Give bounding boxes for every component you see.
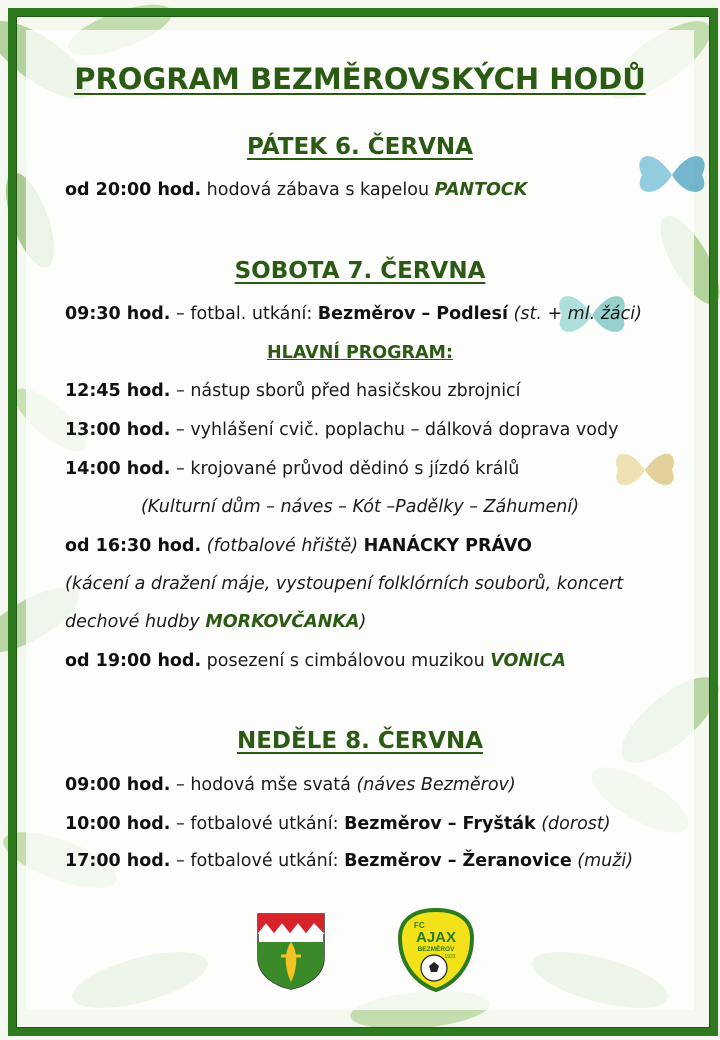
match-name: Bezměrov – Žeranovice <box>344 851 572 871</box>
time-label: 13:00 hod. <box>65 420 171 440</box>
page-title: PROGRAM BEZMĚROVSKÝCH HODŮ <box>74 62 646 96</box>
program-line <box>65 814 611 834</box>
program-line <box>65 459 519 479</box>
match-name: Bezměrov – Podlesí <box>317 304 508 324</box>
event-text: – fotbalové utkání: <box>170 851 345 871</box>
program-line <box>65 851 633 871</box>
program-line <box>65 775 516 795</box>
description-end: ) <box>359 612 367 632</box>
football-club-logo <box>398 908 474 992</box>
event-description: (kácení a dražení máje, vystoupení folklórních souborů, koncert <box>65 574 624 594</box>
event-text: – krojované průvod dědinó s jízdó králů <box>170 459 520 479</box>
time-label: 12:45 hod. <box>65 381 171 401</box>
event-text: – fotbal. utkání: <box>170 304 318 324</box>
match-name: Bezměrov – Fryšták <box>344 814 536 834</box>
band-name: VONICA <box>490 651 566 671</box>
event-text: posezení s cimbálovou muzikou <box>201 651 491 671</box>
time-label: 09:30 hod. <box>65 304 171 324</box>
time-label: 14:00 hod. <box>65 459 171 479</box>
event-text: hodová zábava s kapelou <box>201 180 435 200</box>
time-label: od 20:00 hod. <box>65 180 202 200</box>
day-heading-sunday: NEDĚLE 8. ČERVNA <box>236 728 484 754</box>
program-line <box>65 304 642 324</box>
time-label: od 19:00 hod. <box>65 651 202 671</box>
description-text: dechové hudby <box>65 612 206 632</box>
event-text: – nástup sborů před hasičskou zbrojnicí <box>170 381 521 401</box>
coat-of-arms-logo <box>256 912 326 990</box>
club-name-text: AJAX <box>415 929 457 946</box>
program-line <box>65 651 566 671</box>
day-heading-friday: PÁTEK 6. ČERVNA <box>247 134 473 160</box>
band-name: PANTOCK <box>434 180 528 200</box>
event-text: – vyhlášení cvič. poplachu – dálková doprava vody <box>170 420 619 440</box>
club-fc-text: FC <box>414 921 425 930</box>
event-description <box>65 612 366 632</box>
band-name: MORKOVČANKA <box>205 612 360 632</box>
event-note: (náves Bezměrov) <box>356 775 516 795</box>
club-year-text: 1933 <box>444 954 456 960</box>
time-label: od 16:30 hod. <box>65 536 202 556</box>
program-line <box>65 420 618 440</box>
main-program-heading: HLAVNÍ PROGRAM: <box>267 343 453 363</box>
event-text: – hodová mše svatá <box>170 775 357 795</box>
time-label: 10:00 hod. <box>65 814 171 834</box>
event-note: (dorost) <box>535 814 611 834</box>
program-line <box>65 381 521 401</box>
program-line <box>65 180 527 200</box>
time-label: 09:00 hod. <box>65 775 171 795</box>
club-village-text: BEZMĚROV <box>417 946 455 953</box>
time-label: 17:00 hod. <box>65 851 171 871</box>
route-note: (Kulturní dům – náves – Kót –Padělky – Záhumení) <box>140 497 580 517</box>
day-heading-saturday: SOBOTA 7. ČERVNA <box>234 258 486 284</box>
event-text: – fotbalové utkání: <box>170 814 345 834</box>
event-title: HANÁCKY PRÁVO <box>363 536 532 556</box>
butterfly-icon <box>610 440 680 500</box>
program-line <box>65 536 532 556</box>
event-note: (fotbalové hřiště) <box>201 536 364 556</box>
event-note: (muži) <box>571 851 634 871</box>
event-note: (st. + ml. žáci) <box>507 304 642 324</box>
program-subhead <box>0 343 720 363</box>
